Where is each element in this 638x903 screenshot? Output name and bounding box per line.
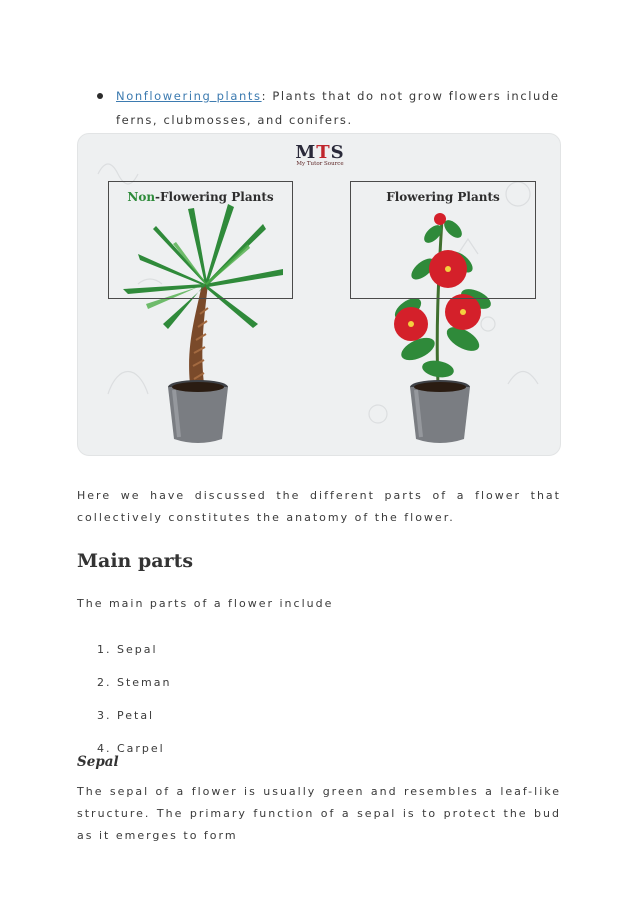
bullet-dot [97, 93, 103, 99]
non-flowering-label-box [108, 181, 293, 299]
non-flowering-label: Non-Flowering Plants [127, 190, 274, 204]
sepal-heading: Sepal [77, 754, 119, 770]
list-item: 4. Carpel [97, 742, 165, 755]
nonflowering-bullet [97, 84, 567, 132]
mts-logo [292, 142, 348, 167]
logo-subtitle: My Tutor Source [296, 161, 344, 167]
bullet-description: : Plants that do not grow flowers include ferns, clubmosses, and conifers. [116, 89, 560, 127]
bullet-text [116, 84, 567, 132]
sepal-paragraph: The sepal of a flower is usually green and resembles a leaf-like structure. The primary function of a sepal is to protect the bud as it emerges to form [77, 785, 561, 842]
main-parts-heading: Main parts [77, 550, 194, 572]
intro-paragraph: Here we have discussed the different parts of a flower that collectively constitutes the anatomy of the flower. [77, 489, 561, 524]
flowering-label-box [350, 181, 536, 299]
list-item: 1. Sepal [97, 643, 158, 656]
list-item: 2. Steman [97, 676, 172, 689]
plants-comparison-figure [77, 133, 561, 456]
flowering-label: Flowering Plants [386, 190, 500, 204]
main-parts-lead: The main parts of a flower include [77, 597, 334, 610]
nonflowering-plants-link[interactable]: Nonflowering plants [116, 89, 262, 103]
logo-mark: MTS [295, 142, 345, 163]
list-item: 3. Petal [97, 709, 155, 722]
